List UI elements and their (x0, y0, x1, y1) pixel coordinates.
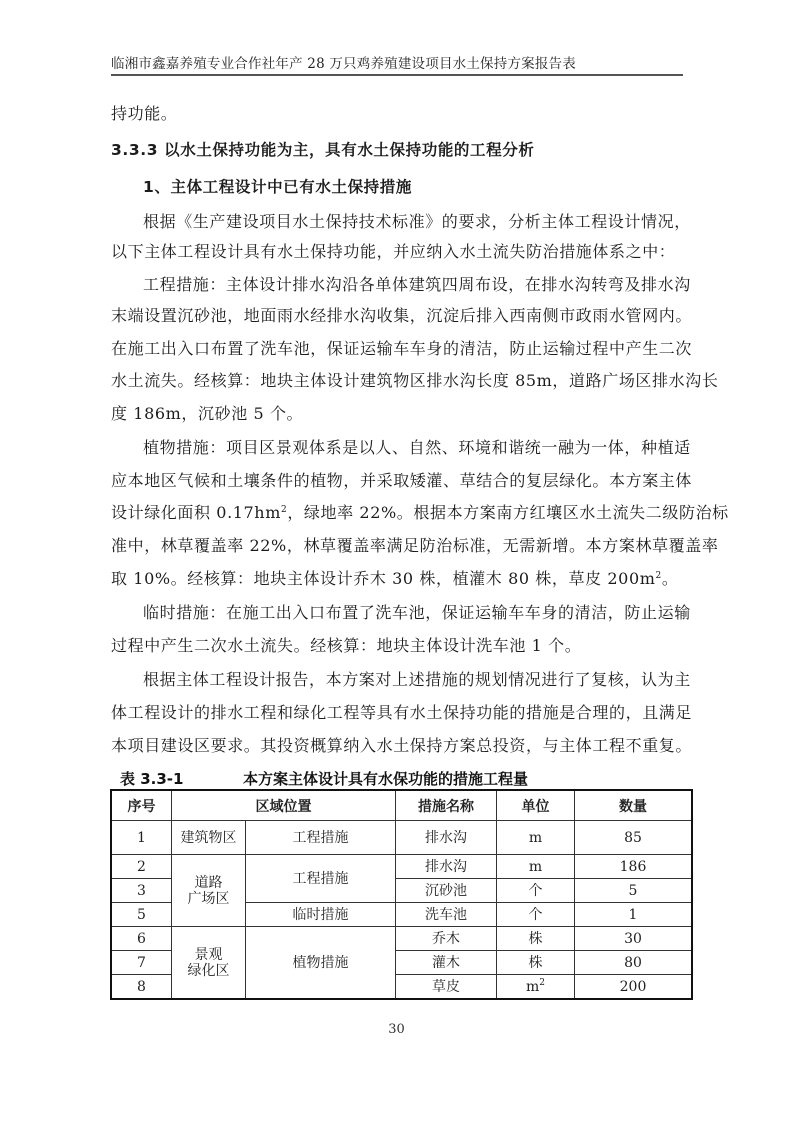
header-unit: 单位 (497, 790, 575, 821)
unit-text: m (525, 978, 540, 995)
unit-cell: m (497, 821, 575, 855)
para3-line2: 应本地区气候和土壤条件的植物，并采取矮灌、草结合的复层绿化。本方案主体 (111, 471, 693, 490)
table-row (111, 927, 692, 951)
text: ，绿地率 22%。根据本方案南方红壤区水土流失二级防治标 (287, 503, 729, 522)
zone-cell: 建筑物区 (172, 821, 246, 855)
section-heading: 3.3.3 以水土保持功能为主，具有水土保持功能的工程分析 (111, 141, 535, 159)
header-zone: 区域位置 (172, 790, 396, 821)
header-no: 序号 (111, 790, 172, 821)
row-no: 2 (111, 855, 172, 879)
header-qty: 数量 (575, 790, 693, 821)
para2-line1: 工程措施：主体设计排水沟沿各单体建筑四周布设，在排水沟转弯及排水沟 (143, 275, 691, 294)
para2-line3: 在施工出入口布置了洗车池，保证运输车车身的清洁，防止运输过程中产生二次 (111, 339, 693, 358)
table-caption: 本方案主体设计具有水保功能的措施工程量 (243, 770, 529, 788)
para5-line3: 本项目建设区要求。其投资概算纳入水土保持方案总投资，与主体工程不重复。 (111, 736, 693, 755)
page-number: 30 (388, 1022, 405, 1037)
zone-cell (172, 927, 246, 1000)
measure-cell: 乔木 (396, 927, 497, 951)
measure-cell: 洗车池 (396, 903, 497, 927)
running-header: 临湘市鑫嘉养殖专业合作社年产 28 万只鸡养殖建设项目水土保持方案报告表 (111, 56, 576, 72)
text: 设计绿化面积 0.17hm (111, 503, 281, 522)
para2-line4: 水土流失。经核算：地块主体设计建筑物区排水沟长度 85m，道路广场区排水沟长 (111, 371, 719, 390)
unit-cell: 个 (497, 879, 575, 903)
qty-cell: 1 (575, 903, 693, 927)
qty-cell: 85 (575, 821, 693, 855)
para4-line2: 过程中产生二次水土流失。经核算：地块主体设计洗车池 1 个。 (111, 636, 582, 655)
text: 取 10%。经核算：地块主体设计乔木 30 株，植灌木 80 株，草皮 200m (111, 569, 656, 588)
para3-line4: 准中，林草覆盖率 22%，林草覆盖率满足防治标准，无需新增。本方案林草覆盖率 (111, 536, 719, 555)
superscript: 2 (539, 977, 545, 988)
unit-cell: m (497, 855, 575, 879)
para1-line2: 以下主体工程设计具有水土保持功能，并应纳入水土流失防治措施体系之中： (111, 242, 676, 261)
type-cell: 临时措施 (246, 903, 396, 927)
table-number: 表 3.3-1 (120, 770, 184, 788)
row-no: 8 (111, 975, 172, 1000)
para2-line5: 度 186m，沉砂池 5 个。 (111, 404, 304, 423)
qty-cell: 186 (575, 855, 693, 879)
header-measure: 措施名称 (396, 790, 497, 821)
superscript: 2 (655, 571, 662, 581)
zone-line: 绿化区 (187, 962, 230, 979)
zone-cell (172, 855, 246, 927)
measure-cell: 沉砂池 (396, 879, 497, 903)
row-no: 3 (111, 879, 172, 903)
row-no: 7 (111, 951, 172, 975)
qty-cell: 80 (575, 951, 693, 975)
zone-line: 广场区 (187, 890, 230, 907)
table-row (111, 855, 692, 879)
type-cell: 植物措施 (246, 927, 396, 1000)
qty-cell: 200 (575, 975, 693, 1000)
table-row (111, 821, 692, 855)
para3-line3 (111, 503, 729, 523)
measures-table (110, 789, 693, 1000)
unit-cell: 株 (497, 951, 575, 975)
continuation-text: 持功能。 (111, 104, 178, 123)
header-rule (111, 74, 683, 76)
unit-cell: 株 (497, 927, 575, 951)
zone-line: 景观 (194, 946, 223, 963)
measure-cell: 灌木 (396, 951, 497, 975)
para3-line1: 植物措施：项目区景观体系是以人、自然、环境和谐统一融为一体，种植适 (143, 438, 691, 457)
qty-cell: 30 (575, 927, 693, 951)
type-cell: 工程措施 (246, 821, 396, 855)
para5-line1: 根据主体工程设计报告，本方案对上述措施的规划情况进行了复核，认为主 (143, 670, 691, 689)
measure-cell: 草皮 (396, 975, 497, 1000)
unit-cell (497, 975, 575, 1000)
row-no: 6 (111, 927, 172, 951)
qty-cell: 5 (575, 879, 693, 903)
text: 。 (661, 569, 679, 588)
superscript: 2 (281, 505, 288, 515)
row-no: 5 (111, 903, 172, 927)
type-cell: 工程措施 (246, 855, 396, 903)
para2-line2: 末端设置沉砂池，地面雨水经排水沟收集，沉淀后排入西南侧市政雨水管网内。 (111, 306, 693, 325)
unit-cell: 个 (497, 903, 575, 927)
row-no: 1 (111, 821, 172, 855)
para3-line5 (111, 569, 684, 589)
subheading: 1、主体工程设计中已有水土保持措施 (143, 178, 412, 196)
para5-line2: 体工程设计的排水工程和绿化工程等具有水土保持功能的措施是合理的，且满足 (111, 703, 693, 722)
para4-line1: 临时措施：在施工出入口布置了洗车池，保证运输车车身的清洁，防止运输 (143, 603, 691, 622)
table-header-row (111, 790, 692, 821)
zone-line: 道路 (194, 874, 223, 891)
measure-cell: 排水沟 (396, 821, 497, 855)
measure-cell: 排水沟 (396, 855, 497, 879)
para1-line1: 根据《生产建设项目水土保持技术标准》的要求，分析主体工程设计情况， (143, 212, 691, 231)
